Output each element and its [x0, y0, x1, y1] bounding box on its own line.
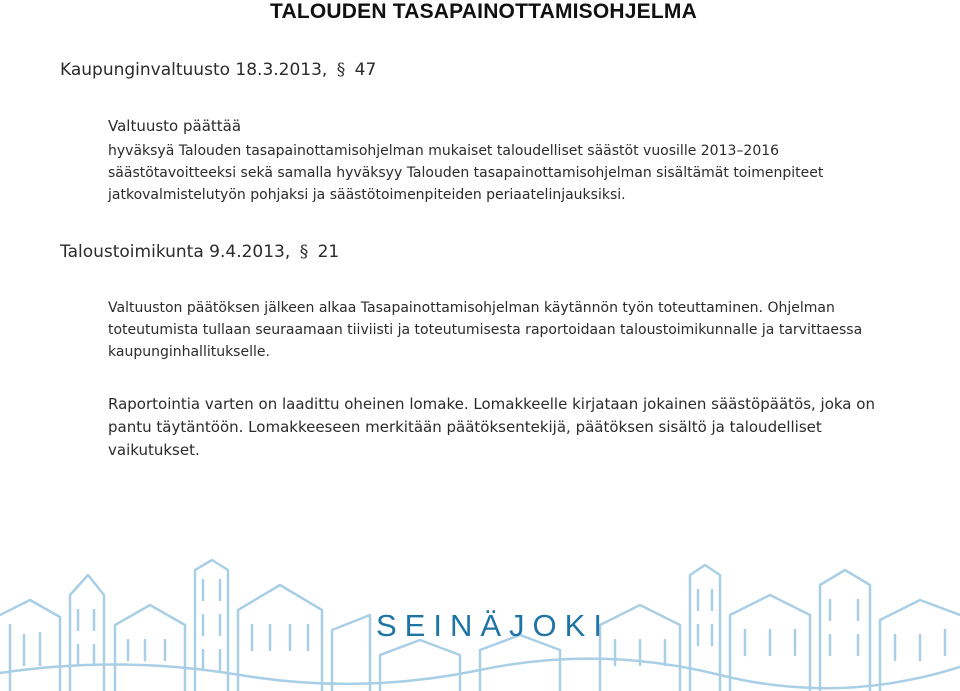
section-number: 47 — [354, 60, 377, 80]
reporting-text: Raportointia varten on laadittu oheinen lomake. Lomakkeelle kirjataan jokainen säästöpäätös, joka on pantu täytäntöön. Lomakkeeseen merkitään päätöksentekijä, päätöksen sisältö ja taloudelliset vaikutukset. — [108, 395, 875, 459]
seinajoki-logo: SEINÄJOKI — [376, 608, 610, 643]
section-number: 21 — [317, 242, 340, 262]
implementation-text: Valtuuston päätöksen jälkeen alkaa Tasapainottamisohjelman käytännön työn toteuttaminen. Ohjelman toteutumista tullaan seuraamaan tiiviisti ja toteutumisesta raportoidaan taloustoimikunnalle ja tarvittaessa kaupunginhallitukselle. — [108, 300, 863, 360]
council-decides-heading: Valtuusto päättää — [108, 117, 242, 135]
section-symbol: § — [336, 60, 346, 80]
section-symbol: § — [299, 242, 309, 262]
council-meeting-label: Kaupunginvaltuusto 18.3.2013, — [60, 60, 328, 80]
finance-committee-label: Taloustoimikunta 9.4.2013, — [60, 242, 291, 262]
council-decision-text: hyväksyä Talouden tasapainottamisohjelman mukaiset taloudelliset säästöt vuosille 2013–2016 säästötavoitteeksi sekä samalla hyväksyy Talouden tasapainottamisohjelman sisältämät toimenpiteet jatkovalmistelutyön pohjaksi ja säästötoimenpiteiden periaatelinjauksiksi. — [108, 143, 824, 203]
finance-committee-reference — [60, 242, 339, 262]
document-title: TALOUDEN TASAPAINOTTAMISOHJELMA — [270, 0, 697, 23]
council-meeting-reference — [60, 60, 376, 80]
